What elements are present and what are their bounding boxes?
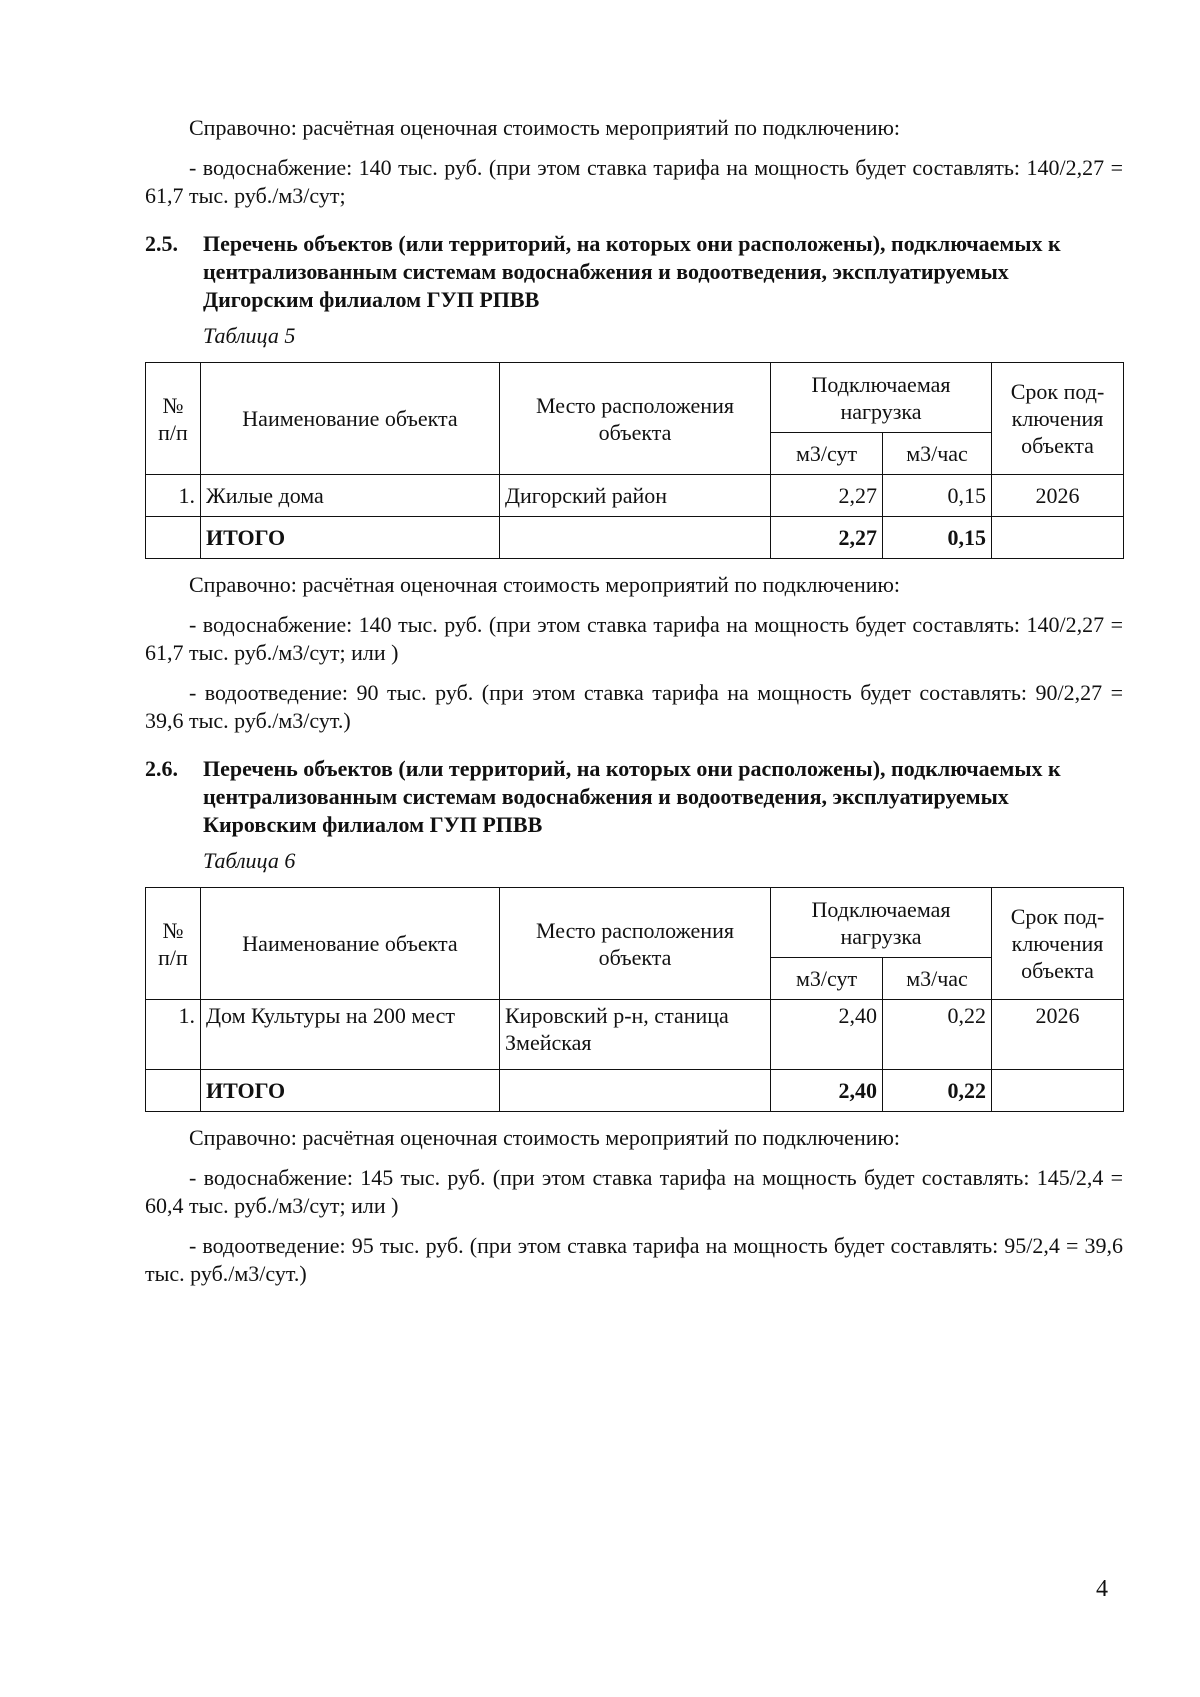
cell-empty — [500, 1070, 771, 1112]
section-5-title: Перечень объектов (или территорий, на которых они расположены), подключаемых к централизованным системам водоснабжения и водоотведения, эксплуатируемых Дигорским филиалом ГУП РПВВ — [203, 231, 1061, 312]
section-6-water-line: - водоснабжение: 145 тыс. руб. (при этом ставка тарифа на мощность будет составлять: 145/2,4 = 60,4 тыс. руб./м3/сут; или ) — [145, 1165, 1123, 1218]
cell-hour: 0,22 — [883, 1000, 992, 1070]
section-6-ref-note: Справочно: расчётная оценочная стоимость мероприятий по подключению: — [189, 1125, 901, 1150]
table-6 — [145, 887, 1124, 1112]
cell-no: 1. — [146, 475, 201, 517]
cell-empty — [500, 517, 771, 559]
header-name: Наименование объекта — [201, 363, 500, 475]
document-page — [145, 0, 1123, 1288]
cell-term: 2026 — [992, 1000, 1124, 1070]
header-no: № п/п — [146, 363, 201, 475]
section-5-water-line: - водоснабжение: 140 тыс. руб. (при этом ставка тарифа на мощность будет составлять: 140/2,27 = 61,7 тыс. руб./м3/сут; или ) — [145, 612, 1123, 665]
table-row — [146, 475, 1124, 517]
table-5 — [145, 362, 1124, 559]
cell-empty — [146, 517, 201, 559]
table-row — [146, 1000, 1124, 1070]
section-5-heading — [145, 230, 1123, 314]
header-per-day: м3/сут — [771, 958, 883, 1000]
header-term: Срок под-ключения объекта — [992, 888, 1124, 1000]
total-row — [146, 1070, 1124, 1112]
header-term: Срок под-ключения объекта — [992, 363, 1124, 475]
section-6-heading — [145, 755, 1123, 839]
cell-empty — [146, 1070, 201, 1112]
header-per-day: м3/сут — [771, 433, 883, 475]
header-place: Место расположения объекта — [500, 363, 771, 475]
total-day: 2,27 — [771, 517, 883, 559]
section-6-number: 2.6. — [145, 756, 178, 781]
cell-name: Дом Культуры на 200 мест — [201, 1000, 500, 1070]
header-no: № п/п — [146, 888, 201, 1000]
total-day: 2,40 — [771, 1070, 883, 1112]
section-5-ref-note: Справочно: расчётная оценочная стоимость мероприятий по подключению: — [189, 572, 901, 597]
cell-name: Жилые дома — [201, 475, 500, 517]
cell-place: Дигорский район — [500, 475, 771, 517]
total-hour: 0,15 — [883, 517, 992, 559]
cell-day: 2,40 — [771, 1000, 883, 1070]
header-load: Подключаемая нагрузка — [771, 888, 992, 958]
cell-day: 2,27 — [771, 475, 883, 517]
header-per-hour: м3/час — [883, 433, 992, 475]
cell-no: 1. — [146, 1000, 201, 1070]
table-5-caption: Таблица 5 — [203, 323, 296, 348]
intro-ref-note: Справочно: расчётная оценочная стоимость мероприятий по подключению: — [189, 115, 901, 140]
total-label: ИТОГО — [201, 1070, 500, 1112]
cell-hour: 0,15 — [883, 475, 992, 517]
section-6-title: Перечень объектов (или территорий, на которых они расположены), подключаемых к централизованным системам водоснабжения и водоотведения, эксплуатируемых Кировским филиалом ГУП РПВВ — [203, 756, 1061, 837]
total-label: ИТОГО — [201, 517, 500, 559]
cell-term: 2026 — [992, 475, 1124, 517]
page-number: 4 — [1096, 1576, 1108, 1602]
header-place: Место расположения объекта — [500, 888, 771, 1000]
table-6-caption: Таблица 6 — [203, 848, 296, 873]
cell-place: Кировский р-н, станица Змейская — [500, 1000, 771, 1070]
total-row — [146, 517, 1124, 559]
section-6-sewer-line: - водоотведение: 95 тыс. руб. (при этом ставка тарифа на мощность будет составлять: 95/2,4 = 39,6 тыс. руб./м3/сут.) — [145, 1233, 1123, 1286]
header-per-hour: м3/час — [883, 958, 992, 1000]
section-5-number: 2.5. — [145, 231, 178, 256]
header-name: Наименование объекта — [201, 888, 500, 1000]
cell-empty — [992, 517, 1124, 559]
intro-water-line: - водоснабжение: 140 тыс. руб. (при этом ставка тарифа на мощность будет составлять: 140/2,27 = 61,7 тыс. руб./м3/сут; — [145, 155, 1123, 208]
cell-empty — [992, 1070, 1124, 1112]
section-5-sewer-line: - водоотведение: 90 тыс. руб. (при этом ставка тарифа на мощность будет составлять: 90/2,27 = 39,6 тыс. руб./м3/сут.) — [145, 680, 1123, 733]
header-load: Подключаемая нагрузка — [771, 363, 992, 433]
total-hour: 0,22 — [883, 1070, 992, 1112]
